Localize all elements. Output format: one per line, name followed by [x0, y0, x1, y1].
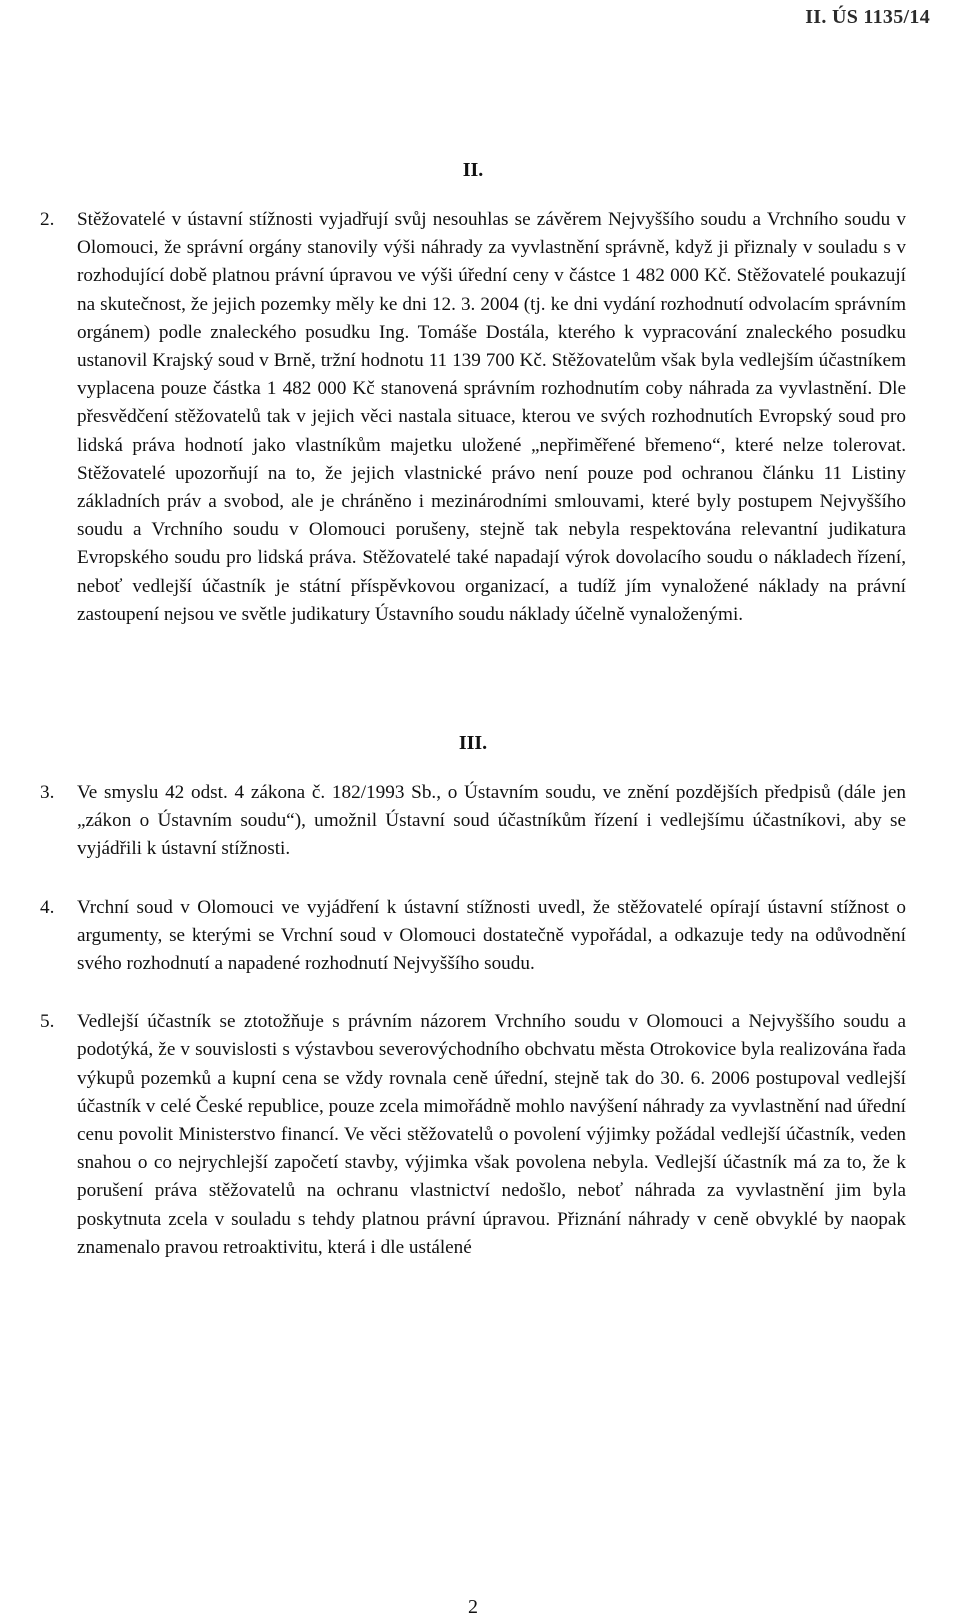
section-heading-ii: II.	[462, 159, 484, 181]
paragraph-text: Vedlejší účastník se ztotožňuje s právním názorem Vrchního soudu v Olomouci a Nejvyššího soudu a podotýká, že v souvislosti s výstavbou severovýchodního obchvatu města Otrokovice byla realizována řada výkupů pozemků a kupní cena se vždy rovnala ceně úřední, stejně tak do 30. 6. 2006 postupoval vedlejší účastník v celé České republice, pouze zcela mimořádně mohlo navýšení náhrady za vyvlastnění nad úřední cenu povolit Ministerstvo financí. Ve věci stěžovatelů o povolení výjimky požádal vedlejší účastník, veden snahou o co nejrychlejší započetí stavby, výjimka však povolena nebyla. Vedlejší účastník má za to, že k porušení práva stěžovatelů na ochranu vlastnictví nedošlo, neboť náhrada za vyvlastnění jim byla poskytnuta zcela v souladu s tehdy platnou právní úpravou. Přiznání náhrady v ceně obvyklé by naopak znamenalo pravou retroaktivitu, která i dle ustálené	[77, 1011, 906, 1258]
paragraph-number: 2.	[40, 209, 55, 230]
paragraph-number: 3.	[40, 782, 55, 804]
paragraph-text: Ve smyslu 42 odst. 4 zákona č. 182/1993 Sb., o Ústavním soudu, ve znění pozdějších předpisů (dále jen „zákon o Ústavním soudu“), umožnil Ústavní soud účastníkům řízení i vedlejšímu účastníkovi, aby se vyjádřili k ústavní stížnosti.	[77, 782, 906, 860]
paragraph-4	[40, 894, 906, 979]
section-heading-iii: III.	[458, 732, 488, 755]
paragraph-text: Vrchní soud v Olomouci ve vyjádření k ústavní stížnosti uvedl, že stěžovatelé opírají ústavní stížnost o argumenty, se kterými se Vrchní soud v Olomouci dostatečně vypořádal, a odkazuje tedy na odůvodnění svého rozhodnutí a napadené rozhodnutí Nejvyššího soudu.	[77, 896, 906, 975]
paragraph-5	[40, 1008, 906, 1262]
page-number: 2	[468, 1596, 478, 1618]
paragraph-3	[40, 779, 906, 864]
case-number-header: II. ÚS 1135/14	[805, 6, 930, 28]
document-body	[40, 158, 906, 1262]
paragraph-2	[40, 206, 906, 629]
paragraph-number: 5.	[40, 1011, 55, 1033]
paragraph-number: 4.	[40, 896, 55, 918]
paragraph-text: Stěžovatelé v ústavní stížnosti vyjadřují svůj nesouhlas se závěrem Nejvyššího soudu a Vrchního soudu v Olomouci, že správní orgány stanovily výši náhrady za vyvlastnění správně, když ji přiznaly v souladu s v rozhodující době platnou právní úpravou ve výši úřední ceny v částce 1 482 000 Kč. Stěžovatelé poukazují na skutečnost, že jejich pozemky měly ke dni 12. 3. 2004 (tj. ke dni vydání rozhodnutí odvolacím správním orgánem) podle znaleckého posudku Ing. Tomáše Dostála, kterého k vypracování znaleckého posudku ustanovil Krajský soud v Brně, tržní hodnotu 11 139 700 Kč. Stěžovatelům však byla vedlejším účastníkem vyplacena pouze částka 1 482 000 Kč stanovená správním rozhodnutím coby náhrada za vyvlastnění. Dle přesvědčení stěžovatelů tak v jejich věci nastala situace, kterou ve svých rozhodnutích Evropský soud pro lidská práva hodnotí jako vlastníkům majetku uložené „nepřiměřené břemeno“, které nelze tolerovat. Stěžovatelé upozorňují na to, že jejich vlastnické právo není pouze pod ochranou článku 11 Listiny základních práv a svobod, ale je chráněno i mezinárodními smlouvami, které byly postupem Nejvyššího soudu a Vrchního soudu v Olomouci porušeny, stejně tak nebyla respektována relevantní judikatura Evropského soudu pro lidská práva. Stěžovatelé také napadají výrok dovolacího soudu o nákladech řízení, neboť vedlejší účastník je státní příspěvkovou organizací, a tudíž jím vynaložené náklady na právní zastoupení nejsou ve světle judikatury Ústavního soudu náklady účelně vynaloženými.	[77, 209, 906, 625]
